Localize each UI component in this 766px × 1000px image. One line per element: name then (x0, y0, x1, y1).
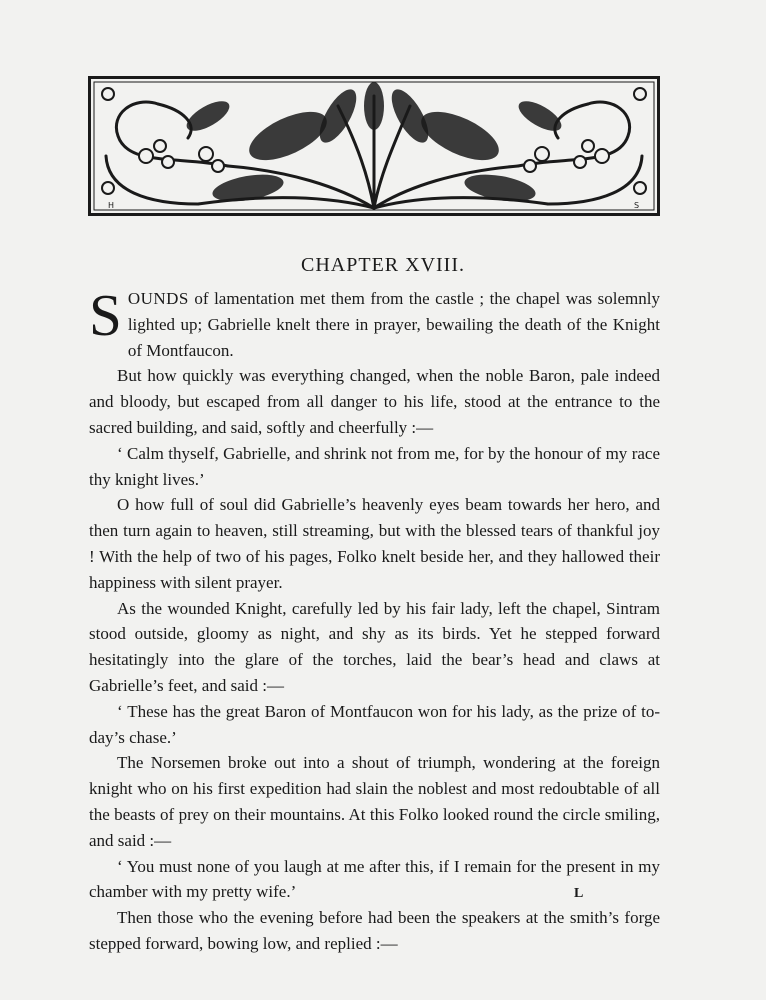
paragraph-1 (89, 282, 660, 363)
paragraph-7: The Norsemen broke out into a shout of triumph, wondering at the foreign knight who on his first expedition had slain the noblest and most redoubtable of all the beasts of prey on their mountains. At this Folko looked round the circle smiling, and said :— (89, 753, 660, 850)
chapter-title: CHAPTER XVIII. (301, 254, 465, 276)
paragraph-9: Then those who the evening before had been the speakers at the smith’s forge stepped forward, bowing low, and replied :— (89, 908, 660, 953)
artist-initial-right: S (634, 201, 640, 210)
paragraph-6: ‘ These has the great Baron of Montfaucon won for his lady, as the prize of to-day’s chase.’ (89, 701, 660, 747)
artist-initial-left: H (108, 201, 115, 210)
paragraph-3: ‘ Calm thyself, Gabrielle, and shrink not from me, for by the honour of my race thy knight lives.’ (89, 443, 660, 489)
drop-cap: S (89, 282, 122, 348)
paragraph-2: But how quickly was everything changed, when the noble Baron, pale indeed and bloody, but escaped from all danger to his life, stood at the entrance to the sacred building, and said, softly and cheerfully :— (89, 366, 660, 437)
paragraph-5: As the wounded Knight, carefully led by his fair lady, left the chapel, Sintram stood outside, gloomy as night, and shy as its birds. Yet he stepped forward hesitatingly into the glare of the torches, laid the bear’s head and claws at Gabrielle’s feet, and said :— (89, 598, 660, 695)
paragraph-8: ‘ You must none of you laugh at me after this, if I remain for the present in my chamber with my pretty wife.’ (89, 856, 660, 902)
lead-word: OUNDS (127, 289, 189, 308)
printer-signature: L (574, 886, 584, 901)
paragraph-text: of lamentation met them from the castle ; the chapel was solemnly lighted up; Gabrielle knelt there in prayer, bewailing the death of the Knight of Montfaucon. (127, 289, 660, 360)
ornamental-headpiece (88, 76, 660, 216)
paragraph-4: O how full of soul did Gabrielle’s heavenly eyes beam towards her hero, and then turn again to heaven, still streaming, but with the blessed tears of thankful joy ! With the help of two of his pages, Folko knelt beside her, and they hallowed their happiness with silent prayer. (89, 495, 660, 592)
body-text (89, 282, 660, 957)
